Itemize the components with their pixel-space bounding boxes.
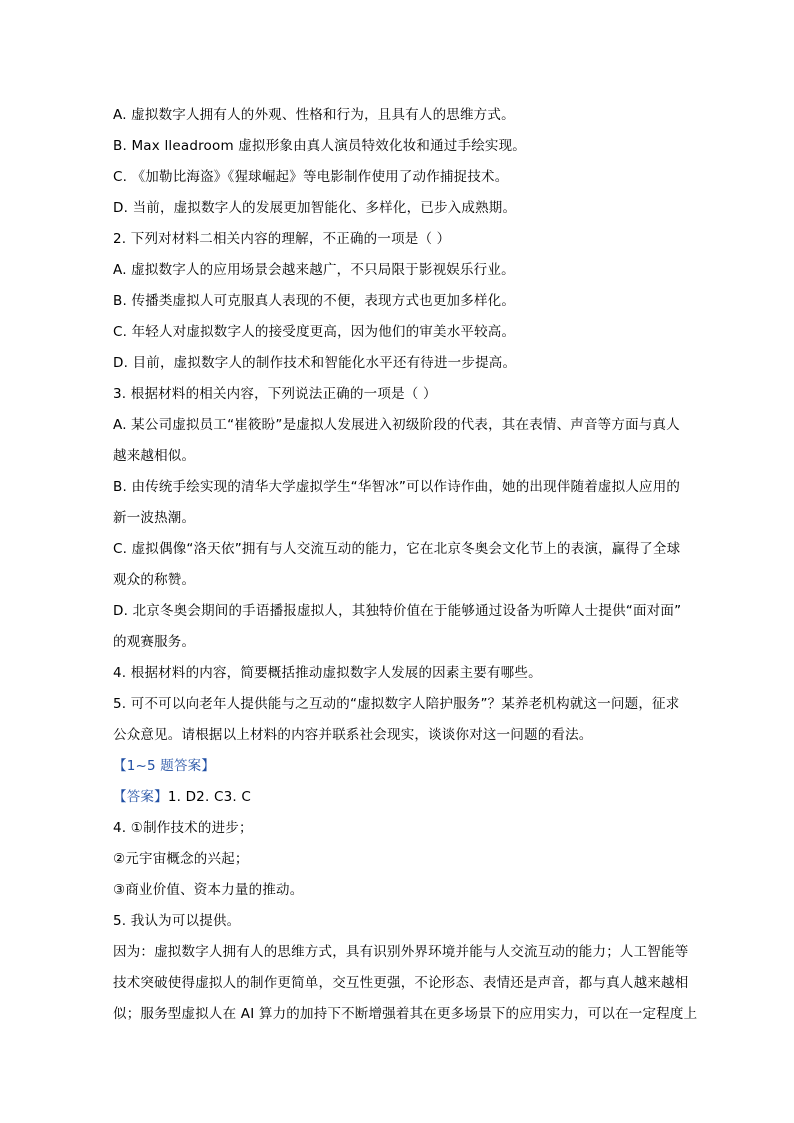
- answer-value: 1. D2. C3. C: [167, 789, 251, 805]
- option-1b: B. Max lleadroom 虚拟形象由真人演员特效化妆和通过手绘实现。: [113, 138, 527, 154]
- answer-5: 5. 我认为可以提供。: [113, 913, 241, 929]
- option-3b-cont: 新一波热潮。: [113, 510, 196, 526]
- option-3c: C. 虚拟偶像“洛天依”拥有与人交流互动的能力，它在北京冬奥会文化节上的表演，赢得了全球: [113, 541, 681, 557]
- answer-header: 【1~5 题答案】: [113, 758, 216, 774]
- answer-label: 【答案】: [113, 789, 168, 805]
- answer-5-reason-3: 似；服务型虚拟人在 AI 算力的加持下不断增强着其在更多场景下的应用实力，可以在一定程度上: [113, 1006, 698, 1022]
- option-2c: C. 年轻人对虚拟数字人的接受度更高，因为他们的审美水平较高。: [113, 324, 516, 340]
- answer-5-reason-1: 因为：虚拟数字人拥有人的思维方式，具有识别外界环境并能与人交流互动的能力；人工智能等: [113, 944, 689, 960]
- question-5-cont: 公众意见。请根据以上材料的内容并联系社会现实，谈谈你对这一问题的看法。: [113, 727, 593, 743]
- answer-4-point-2: ②元宇宙概念的兴起；: [113, 851, 249, 867]
- question-4: 4. 根据材料的内容，简要概括推动虚拟数字人发展的因素主要有哪些。: [113, 665, 542, 681]
- document-body: [113, 100, 703, 1030]
- answer-4-point-3: ③商业价值、资本力量的推动。: [113, 882, 304, 898]
- answer-5-reason-2: 技术突破使得虚拟人的制作更简单，交互性更强，不论形态、表情还是声音，都与真人越来越相: [113, 975, 689, 991]
- option-1a: A. 虚拟数字人拥有人的外观、性格和行为，且具有人的思维方式。: [113, 107, 515, 123]
- option-3b: B. 由传统手绘实现的清华大学虚拟学生“华智冰”可以作诗作曲，她的出现伴随着虚拟人应用的: [113, 479, 681, 495]
- question-2: 2. 下列对材料二相关内容的理解，不正确的一项是（ ）: [113, 231, 451, 247]
- option-3d-cont: 的观赛服务。: [113, 634, 196, 650]
- option-3a-cont: 越来越相似。: [113, 448, 196, 464]
- option-3a: A. 某公司虚拟员工“崔筱盼”是虚拟人发展进入初级阶段的代表，其在表情、声音等方面与真人: [113, 417, 680, 433]
- option-2d: D. 目前，虚拟数字人的制作技术和智能化水平还有待进一步提高。: [113, 355, 517, 371]
- option-1c: C. 《加勒比海盗》《猩球崛起》等电影制作使用了动作捕捉技术。: [113, 169, 509, 185]
- option-3c-cont: 观众的称赞。: [113, 572, 196, 588]
- option-2a: A. 虚拟数字人的应用场景会越来越广，不只局限于影视娱乐行业。: [113, 262, 515, 278]
- question-5: 5. 可不可以向老年人提供能与之互动的“虚拟数字人陪护服务”？某养老机构就这一问题，征求: [113, 696, 680, 712]
- question-3: 3. 根据材料的相关内容，下列说法正确的一项是（ ）: [113, 386, 437, 402]
- answer-line: [113, 782, 703, 813]
- option-2b: B. 传播类虚拟人可克服真人表现的不便，表现方式也更加多样化。: [113, 293, 516, 309]
- option-1d: D. 当前，虚拟数字人的发展更加智能化、多样化，已步入成熟期。: [113, 200, 517, 216]
- option-3d: D. 北京冬奥会期间的手语播报虚拟人，其独特价值在于能够通过设备为听障人士提供“面对面”: [113, 603, 682, 619]
- answer-4: 4. ①制作技术的进步；: [113, 820, 253, 836]
